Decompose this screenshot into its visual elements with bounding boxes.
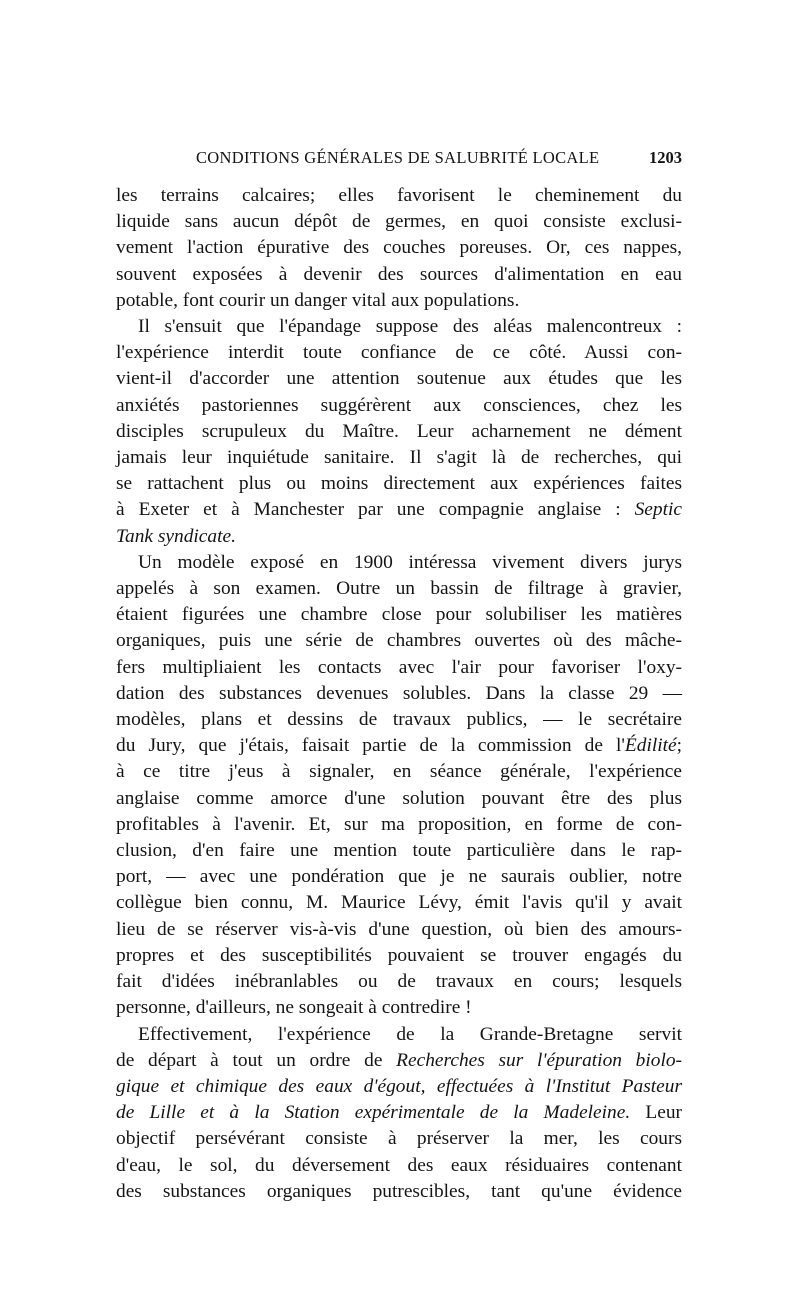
text-line: les terrains calcaires; elles favorisent le cheminement du xyxy=(116,185,682,206)
text-line: port, — avec une pondération que je ne saurais oublier, notre xyxy=(116,866,682,888)
text-line: organiques, puis une série de chambres ouvertes où des mâche- xyxy=(116,630,682,652)
text-line: Un modèle exposé en 1900 intéressa vivement divers jurys xyxy=(138,551,682,573)
text-line: disciples scrupuleux du Maître. Leur acharnement ne dément xyxy=(116,420,682,442)
text-line: vement l'action épurative des couches poreuses. Or, ces nappes, xyxy=(116,237,682,259)
text-line xyxy=(116,1100,682,1126)
text-line: à ce titre j'eus à signaler, en séance générale, l'expérience xyxy=(116,761,682,783)
text-line xyxy=(116,1048,682,1074)
text-line: Il s'ensuit que l'épandage suppose des aléas malencontreux : xyxy=(138,316,682,338)
text-line: propres et des susceptibilités pouvaient se trouver engagés du xyxy=(116,944,682,966)
text-line: anglaise comme amorce d'une solution pouvant être des plus xyxy=(116,787,682,809)
text-line: personne, d'ailleurs, ne songeait à contredire ! xyxy=(116,997,472,1019)
text-line: gique et chimique des eaux d'égout, effectuées à l'Institut Pasteur xyxy=(116,1075,682,1097)
italic-segment: Recherches sur l'épuration biolo- xyxy=(396,1049,682,1071)
page-number: 1203 xyxy=(649,148,682,167)
text-line: fait d'idées inébranlables ou de travaux en cours; lesquels xyxy=(116,971,682,993)
italic-segment: Édilité xyxy=(624,735,677,757)
text-line: l'expérience interdit toute confiance de ce côté. Aussi con- xyxy=(116,342,682,364)
running-title: CONDITIONS GÉNÉRALES DE SALUBRITÉ LOCALE xyxy=(196,148,600,167)
text-line: lieu de se réserver vis-à-vis d'une question, où bien des amours- xyxy=(116,918,682,940)
paragraph-3 xyxy=(116,550,682,1022)
text-line: potable, font courir un danger vital aux populations. xyxy=(116,289,520,311)
text-segment: de départ à tout un ordre de xyxy=(116,1049,397,1071)
running-head xyxy=(116,148,682,174)
text-line: objectif persévérant consiste à préserver la mer, les cours xyxy=(116,1128,682,1150)
text-line: profitables à l'avenir. Et, sur ma proposition, en forme de con- xyxy=(116,813,682,835)
text-line: modèles, plans et dessins de travaux publics, — le secrétaire xyxy=(116,709,682,731)
body-text xyxy=(116,183,682,1205)
text-line: souvent exposées à devenir des sources d'alimentation en eau xyxy=(116,263,682,285)
text-line: clusion, d'en faire une mention toute particulière dans le rap- xyxy=(116,840,682,862)
text-line: fers multipliaient les contacts avec l'air pour favoriser l'oxy- xyxy=(116,656,682,678)
paragraph-2 xyxy=(116,314,682,550)
italic-segment: Septic xyxy=(634,499,682,521)
text-line: liquide sans aucun dépôt de germes, en quoi consiste exclusi- xyxy=(116,211,682,233)
text-line: jamais leur inquiétude sanitaire. Il s'agit là de recherches, qui xyxy=(116,447,682,469)
text-line: se rattachent plus ou moins directement aux expériences faites xyxy=(116,473,682,495)
text-line: dation des substances devenues solubles. Dans la classe 29 — xyxy=(116,682,682,704)
text-line xyxy=(116,733,682,759)
text-line: Effectivement, l'expérience de la Grande-Bretagne servit xyxy=(138,1023,682,1045)
text-line: d'eau, le sol, du déversement des eaux résiduaires contenant xyxy=(116,1154,682,1176)
paragraph-4 xyxy=(116,1022,682,1205)
text-segment: du Jury, que j'étais, faisait partie de la commission de l' xyxy=(116,735,625,757)
text-line: collègue bien connu, M. Maurice Lévy, émit l'avis qu'il y avait xyxy=(116,892,682,914)
paragraph-1 xyxy=(116,183,682,314)
text-segment: à Exeter et à Manchester par une compagnie anglaise : xyxy=(116,499,635,521)
text-line xyxy=(116,497,682,523)
italic-segment: de Lille et à la Station expérimentale de la Madeleine. xyxy=(116,1102,631,1124)
text-line: des substances organiques putrescibles, tant qu'une évidence xyxy=(116,1180,682,1202)
text-segment: ; xyxy=(676,735,682,757)
text-line: étaient figurées une chambre close pour solubiliser les matières xyxy=(116,604,682,626)
text-line: Tank syndicate. xyxy=(116,525,236,547)
text-line: vient-il d'accorder une attention soutenue aux études que les xyxy=(116,368,682,390)
text-line: appelés à son examen. Outre un bassin de filtrage à gravier, xyxy=(116,578,682,600)
text-line: anxiétés pastoriennes suggérèrent aux consciences, chez les xyxy=(116,394,682,416)
text-segment: Leur xyxy=(630,1102,682,1124)
